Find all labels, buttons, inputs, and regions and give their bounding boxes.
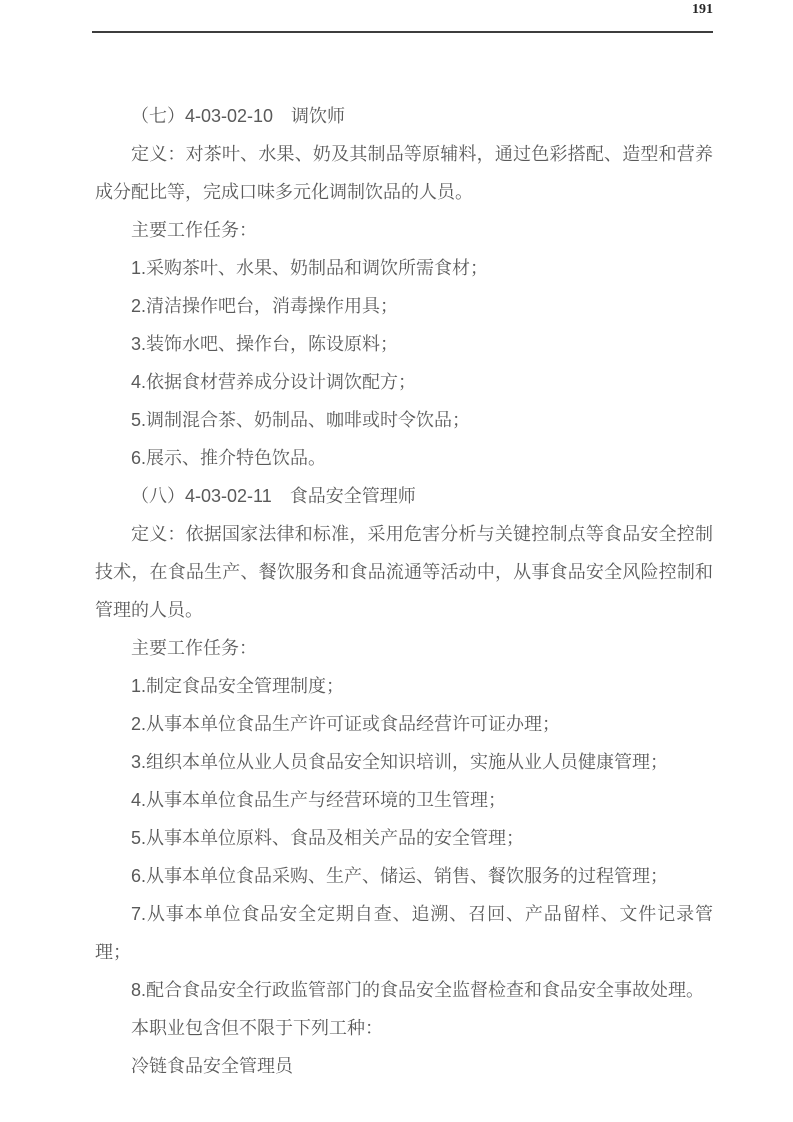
section-heading: （八）4-03-02-11 食品安全管理师 — [131, 486, 416, 506]
paragraph: 5.调制混合茶、奶制品、咖啡或时令饮品； — [131, 410, 471, 430]
paragraph: 2.清洁操作吧台，消毒操作用具； — [131, 296, 399, 316]
paragraph: 3.装饰水吧、操作台，陈设原料； — [131, 334, 399, 354]
paragraph: 本职业包含但不限于下列工种： — [131, 1018, 383, 1038]
header-rule — [92, 31, 713, 33]
section-heading: （七）4-03-02-10 调饮师 — [131, 106, 346, 126]
page-number: 191 — [692, 2, 713, 17]
page-header — [0, 0, 793, 33]
paragraph: 6.展示、推介特色饮品。 — [131, 448, 327, 468]
paragraph: 3.组织本单位从业人员食品安全知识培训，实施从业人员健康管理； — [131, 752, 669, 772]
paragraph: 主要工作任务： — [131, 638, 257, 658]
paragraph: 定义：对茶叶、水果、奶及其制品等原辅料，通过色彩搭配、造型和营养成分配比等，完成口味多元化调制饮品的人员。 — [95, 144, 713, 202]
paragraph: 冷链食品安全管理员 — [131, 1056, 293, 1076]
paragraph: 2.从事本单位食品生产许可证或食品经营许可证办理； — [131, 714, 561, 734]
paragraph: 8.配合食品安全行政监管部门的食品安全监督检查和食品安全事故处理。 — [131, 980, 705, 1000]
document-body — [0, 97, 793, 1085]
paragraph: 6.从事本单位食品采购、生产、储运、销售、餐饮服务的过程管理； — [131, 866, 669, 886]
paragraph: 1.制定食品安全管理制度； — [131, 676, 345, 696]
paragraph: 5.从事本单位原料、食品及相关产品的安全管理； — [131, 828, 525, 848]
paragraph: 4.从事本单位食品生产与经营环境的卫生管理； — [131, 790, 507, 810]
paragraph: 1.采购茶叶、水果、奶制品和调饮所需食材； — [131, 258, 489, 278]
paragraph: 4.依据食材营养成分设计调饮配方； — [131, 372, 417, 392]
paragraph: 定义：依据国家法律和标准，采用危害分析与关键控制点等食品安全控制技术，在食品生产、餐饮服务和食品流通等活动中，从事食品安全风险控制和管理的人员。 — [95, 524, 713, 620]
paragraph: 主要工作任务： — [131, 220, 257, 240]
paragraph: 7.从事本单位食品安全定期自查、追溯、召回、产品留样、文件记录管理； — [95, 904, 713, 962]
